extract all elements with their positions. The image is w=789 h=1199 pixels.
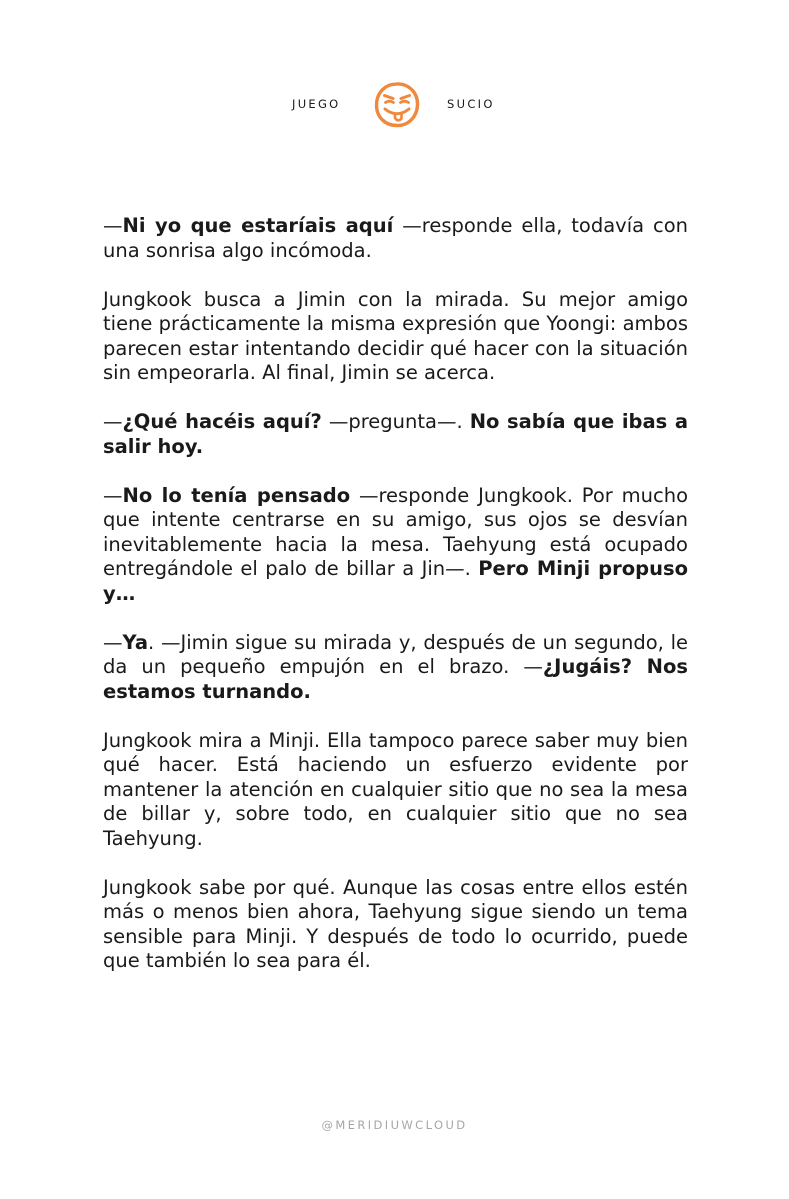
story-paragraph [103,631,688,705]
dialogue-bold-text: ¿Jugáis? Nos estamos turnando. [103,655,689,703]
narration-text: Jungkook busca a Jimin con la mirada. Su mejor amigo tiene prácticamente la misma expresión que Yoongi: ambos parecen estar intentando decidir qué hacer con la situación sin empeorarla. Al final, Jimin se acerca. [103,287,688,384]
dialogue-bold-text: No lo tenía pensado [122,483,351,507]
dialogue-bold-text: ¿Qué hacéis aquí? [122,410,322,433]
narration-text: —pregunta—. [321,410,470,433]
narration-text: . —Jimin sigue su mirada y, después de un segundo, le da un pequeño empujón en el brazo. — [103,630,688,678]
header-right-word: SUCIO [447,97,495,111]
narration-text: — [103,214,123,237]
dialogue-bold-text: Ni yo que estaríais aquí [122,214,394,237]
narration-text: —responde ella, todavía con una sonrisa algo incómoda. [103,214,688,262]
narration-text: —responde Jungkook. Por mucho que intente centrarse en su amigo, sus ojos se desvían inevitablemente hacia la mesa. Taehyung está ocupado entregándole el palo de billar a Jin—. [103,483,688,580]
dialogue-bold-text: No sabía que ibas a salir hoy. [103,410,689,458]
story-text [103,214,688,998]
story-paragraph [103,876,688,974]
story-paragraph [103,410,688,459]
dialogue-bold-text: Ya [122,630,148,654]
footer-handle: @MERIDIUWCLOUD [321,1118,468,1132]
cheeky-smiley-logo-icon [372,80,422,130]
narration-text: Jungkook mira a Minji. Ella tampoco parece saber muy bien qué hacer. Está haciendo un esfuerzo evidente por mantener la atención en cualquier sitio que no sea la mesa de billar y, sobre todo, en cualquier sitio que no sea Taehyung. [103,728,688,850]
dialogue-bold-text: Pero Minji propuso y… [103,557,688,605]
narration-text: — [103,483,123,507]
story-paragraph [103,214,688,263]
narration-text: — [103,630,123,654]
story-paragraph [103,484,688,607]
narration-text: Jungkook sabe por qué. Aunque las cosas entre ellos estén más o menos bien ahora, Taehyung sigue siendo un tema sensible para Minji. Y después de todo lo ocurrido, puede que también lo sea para él. [103,875,688,972]
narration-text: — [103,410,123,433]
story-paragraph [103,729,688,852]
header-left-word: JUEGO [292,97,341,111]
story-paragraph [103,288,688,386]
page-header [0,78,789,134]
